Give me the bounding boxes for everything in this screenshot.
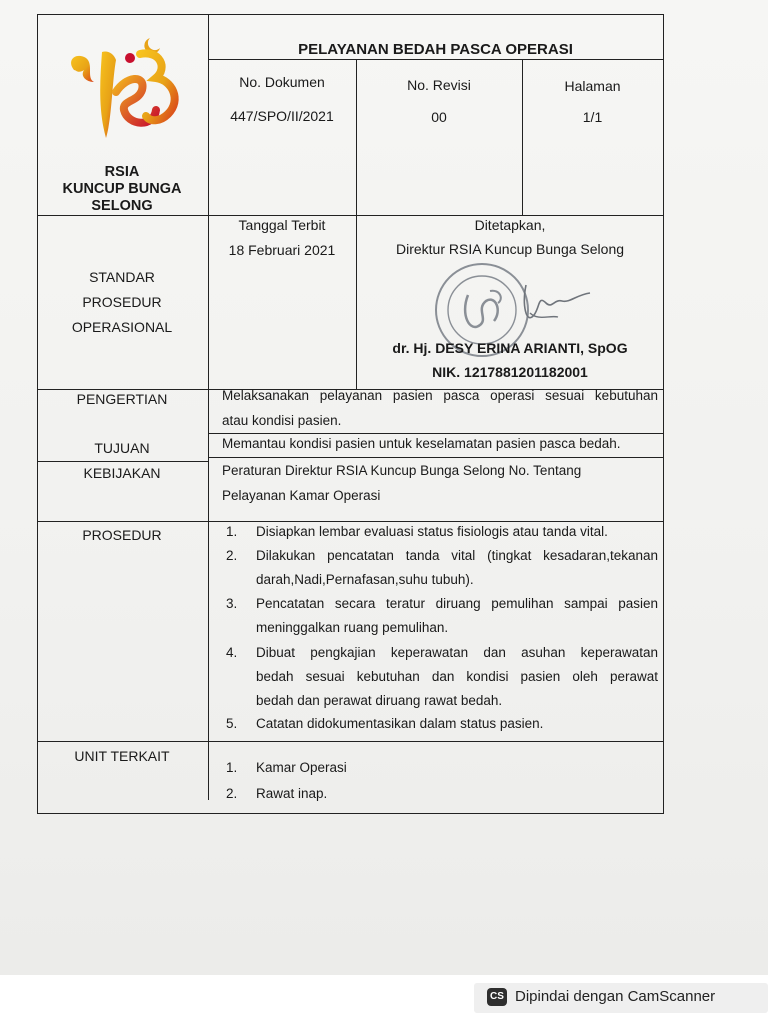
prosedur-item-line: darah,Nadi,Pernafasan,suhu tubuh). bbox=[256, 572, 474, 587]
sop-label-line2: PROSEDUR bbox=[82, 294, 162, 310]
prosedur-item-line: Dibuat pengkajian keperawatan dan asuhan keperawatan bbox=[256, 645, 658, 660]
prosedur-item bbox=[226, 520, 658, 544]
prosedur-item-line: Disiapkan lembar evaluasi status fisiologis atau tanda vital. bbox=[256, 524, 608, 539]
halaman-label: Halaman bbox=[564, 78, 621, 94]
tanggal-terbit-label: Tanggal Terbit bbox=[238, 217, 326, 233]
ditetapkan-label: Ditetapkan, bbox=[474, 217, 546, 233]
prosedur-item bbox=[226, 592, 658, 640]
kebijakan-line1: Peraturan Direktur RSIA Kuncup Bunga Selong No. Tentang bbox=[222, 463, 582, 478]
director-name: dr. Hj. DESY ERINA ARIANTI, SpOG bbox=[392, 340, 628, 356]
kebijakan-text bbox=[222, 458, 658, 508]
no-dokumen-value: 447/SPO/II/2021 bbox=[230, 108, 334, 124]
unit-item-text: Rawat inap. bbox=[256, 786, 328, 801]
unit-item bbox=[226, 756, 658, 780]
camscanner-logo-icon: CS bbox=[487, 988, 507, 1006]
no-revisi-value: 00 bbox=[431, 109, 447, 125]
hospital-logo bbox=[64, 30, 194, 150]
prosedur-item-number: 2. bbox=[226, 548, 238, 563]
prosedur-item-number: 3. bbox=[226, 596, 238, 611]
prosedur-item-line: bedah sesuai kebutuhan dan kondisi pasien oleh perawat bbox=[256, 669, 658, 684]
unit-item bbox=[226, 782, 658, 806]
tujuan-divider-left bbox=[38, 461, 208, 462]
prosedur-item bbox=[226, 712, 658, 736]
prosedur-item-line: bedah dan perawat diruang rawat bedah. bbox=[256, 693, 503, 708]
tanggal-terbit-value: 18 Februari 2021 bbox=[228, 242, 336, 258]
no-dokumen-label: No. Dokumen bbox=[239, 74, 325, 90]
camscanner-label: Dipindai dengan CamScanner bbox=[515, 988, 716, 1005]
sop-label-line1: STANDAR bbox=[89, 269, 155, 285]
sop-label-line3: OPERASIONAL bbox=[71, 319, 173, 335]
halaman-value: 1/1 bbox=[582, 109, 603, 125]
no-revisi-label: No. Revisi bbox=[407, 77, 471, 93]
prosedur-item-number: 1. bbox=[226, 524, 238, 539]
director-nik: NIK. 1217881201182001 bbox=[432, 364, 588, 380]
unit-item-number: 1. bbox=[226, 760, 238, 775]
pengertian-line2: atau kondisi pasien. bbox=[222, 413, 342, 428]
kebijakan-line2: Pelayanan Kamar Operasi bbox=[222, 488, 381, 503]
prosedur-item-line: meninggalkan ruang pemulihan. bbox=[256, 620, 449, 635]
prosedur-item-line: Dilakukan pencatatan tanda vital (tingkat kesadaran,tekanan bbox=[256, 548, 658, 563]
prosedur-item-number: 4. bbox=[226, 645, 238, 660]
org-name-line3: SELONG bbox=[91, 198, 153, 214]
kebijakan-label: KEBIJAKAN bbox=[83, 465, 161, 481]
prosedur-item bbox=[226, 544, 658, 592]
unit-terkait-label: UNIT TERKAIT bbox=[74, 748, 170, 764]
tujuan-label: TUJUAN bbox=[94, 440, 150, 456]
prosedur-label: PROSEDUR bbox=[82, 527, 162, 543]
prosedur-divider bbox=[38, 741, 663, 742]
unit-item-text: Kamar Operasi bbox=[256, 760, 347, 775]
director-title: Direktur RSIA Kuncup Bunga Selong bbox=[395, 241, 625, 257]
pengertian-text bbox=[222, 383, 658, 433]
pengertian-label: PENGERTIAN bbox=[76, 391, 168, 407]
prosedur-item bbox=[226, 641, 658, 713]
org-name-line1: RSIA bbox=[104, 164, 140, 180]
unit-item-number: 2. bbox=[226, 786, 238, 801]
prosedur-item-line: Catatan didokumentasikan dalam status pasien. bbox=[256, 716, 544, 731]
pengertian-line1: Melaksanakan pelayanan pasien pasca operasi sesuai kebutuhan bbox=[222, 388, 658, 403]
tujuan-text: Memantau kondisi pasien untuk keselamatan pasien pasca bedah. bbox=[222, 436, 621, 451]
document-title: PELAYANAN BEDAH PASCA OPERASI bbox=[298, 41, 573, 58]
column-divider-main bbox=[208, 15, 209, 800]
org-name-line2: KUNCUP BUNGA bbox=[62, 181, 182, 197]
prosedur-item-line: Pencatatan secara teratur diruang pemulihan sampai pasien bbox=[256, 596, 658, 611]
prosedur-item-number: 5. bbox=[226, 716, 238, 731]
